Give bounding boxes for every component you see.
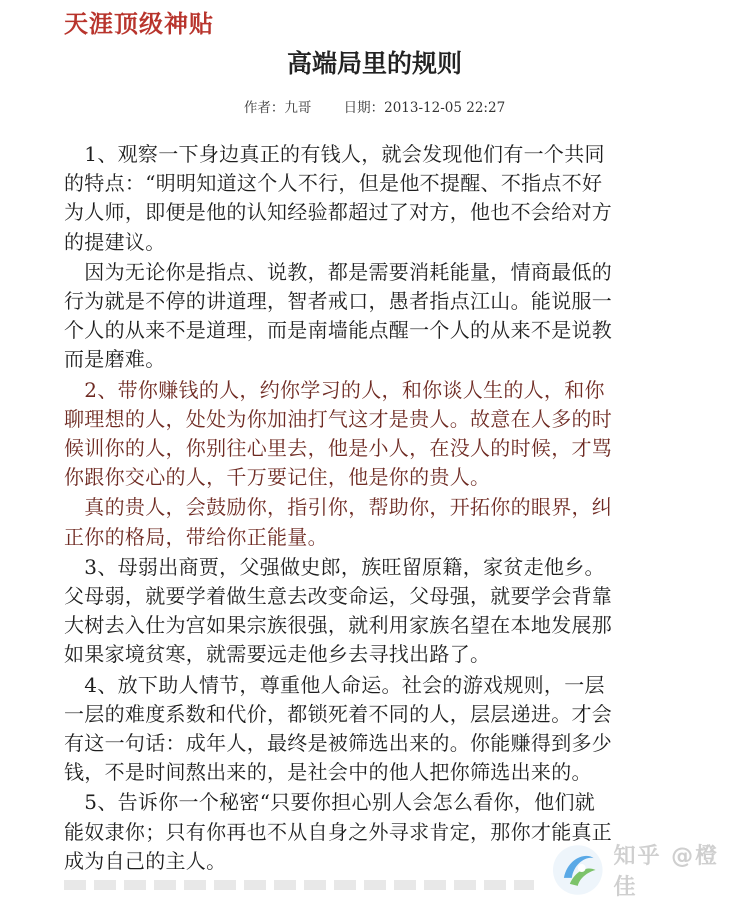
paragraph-2: 因为无论你是指点、说教，都是需要消耗能量，情商最低的 行为就是不停的讲道理，智者戒口，愚者指点江山。能说服一 个人的从来不是道理，而是南墙能点醒一个人的从来不是说教 而是磨难。 — [64, 259, 613, 372]
byline — [0, 96, 749, 116]
date-label: 日期：2013-12-05 22:27 — [343, 100, 506, 116]
article-body — [64, 140, 664, 876]
author-label: 作者：九哥 — [243, 100, 312, 116]
paragraph-5: 3、母弱出商贾，父强做史郎，族旺留原籍，家贫走他乡。 父母弱，就要学着做生意去改变命运，父母强，就要学会背靠 大树去入仕为宫如果宗族很强，就利用家族名望在本地发展那 如果家境贫寒，就需要远走他乡去寻找出路了。 — [64, 554, 613, 667]
paragraph-4: 真的贵人，会鼓励你，指引你，帮助你，开拓你的眼界，纠 正你的格局，带给你正能量。 — [64, 495, 613, 549]
article-title: 高端局里的规则 — [286, 49, 462, 78]
watermark-text: 知乎 @橙佳 — [613, 844, 720, 900]
cropped-text-line — [64, 880, 534, 890]
watermark — [552, 842, 742, 898]
paragraph-6: 4、放下助人情节，尊重他人命运。社会的游戏规则，一层 一层的难度系数和代价，都锁死着不同的人，层层递进。才会 有这一句话：成年人，最终是被筛选出来的。你能赚得到多少 钱，不是时间熬出来的，是社会中的他人把你筛选出来的。 — [64, 672, 613, 785]
paragraph-7: 5、告诉你一个秘密“只要你担心别人会怎么看你，他们就 能奴隶你；只有你再也不从自身之外寻求肯定，那你才能真正 成为自己的主人。 — [64, 790, 613, 873]
site-title: 天涯顶级神贴 — [64, 10, 214, 38]
zhihu-logo-icon — [552, 844, 604, 896]
paragraph-1: 1、观察一下身边真正的有钱人，就会发现他们有一个共同 的特点：“明明知道这个人不行，但是他不提醒、不指点不好 为人师，即便是他的认知经验都超过了对方，他也不会给对方 的提建议。 — [64, 142, 613, 254]
paragraph-3: 2、带你赚钱的人，约你学习的人，和你谈人生的人，和你 聊理想的人，处处为你加油打气这才是贵人。故意在人多的时 候训你的人，你别往心里去，他是小人，在没人的时候，才骂 你跟你交心的人，千万要记住，他是你的贵人。 — [64, 377, 613, 490]
